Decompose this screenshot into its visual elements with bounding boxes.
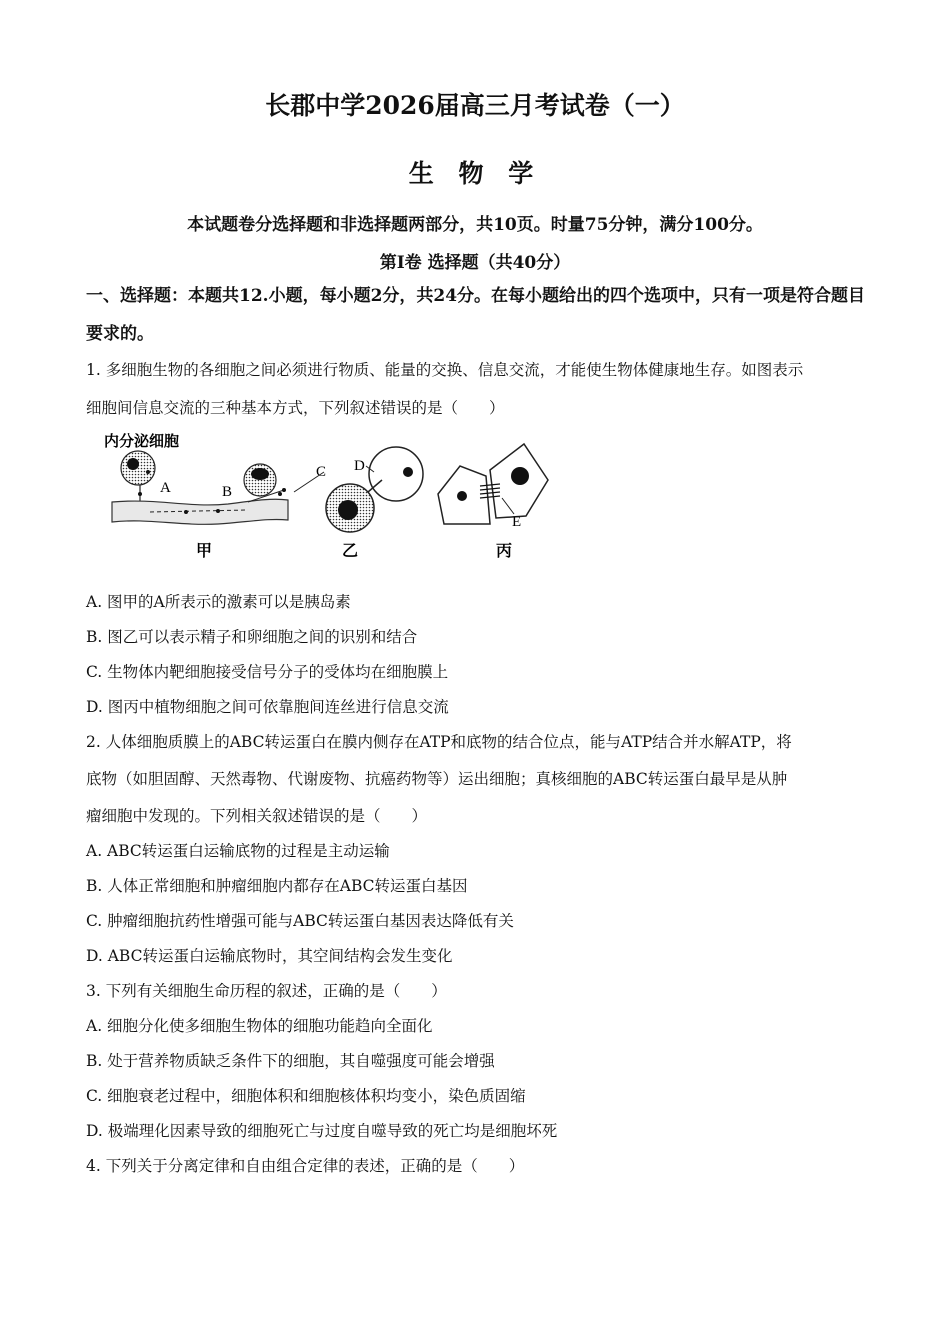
- subject-title: 生 物 学: [408, 159, 542, 188]
- question-3-option-a: A. 细胞分化使多细胞生物体的细胞功能趋向全面化: [86, 1017, 433, 1035]
- question-1-option-c: C. 生物体内靶细胞接受信号分子的受体均在细胞膜上: [86, 663, 449, 681]
- exam-intro: 本试题卷分选择题和非选择题两部分，共10页。时量75分钟，满分100分。: [187, 215, 763, 235]
- cell-communication-figure: [98, 428, 558, 568]
- section-heading: 一、选择题：本题共12.小题，每小题2分，共24分。在每小题给出的四个选项中，只有一项是符合题目要求的。: [86, 286, 866, 344]
- question-1-option-d: D. 图丙中植物细胞之间可依靠胞间连丝进行信息交流: [86, 698, 449, 716]
- question-2-option-c: C. 肿瘤细胞抗药性增强可能与ABC转运蛋白基因表达降低有关: [86, 912, 514, 930]
- question-1-stem-line-2: 细胞间信息交流的三种基本方式，下列叙述错误的是（ ）: [86, 399, 505, 417]
- blood-vessel: [112, 499, 288, 524]
- question-3-stem: 3. 下列有关细胞生命历程的叙述，正确的是（ ）: [86, 982, 447, 1000]
- panel-label-bing: 丙: [496, 541, 513, 560]
- question-3-option-d: D. 极端理化因素导致的细胞死亡与过度自噬导致的死亡均是细胞坏死: [86, 1122, 558, 1140]
- exam-title: 长郡中学2026届高三月考试卷（一）: [265, 91, 685, 120]
- signal-cell-d: [369, 447, 423, 501]
- panel-jia-diagram: [112, 451, 288, 524]
- part-heading: 第Ⅰ卷 选择题（共40分）: [379, 253, 571, 273]
- label-a: A: [160, 480, 171, 496]
- label-e: E: [512, 514, 522, 530]
- question-2-stem-line-3: 瘤细胞中发现的。下列相关叙述错误的是（ ）: [86, 807, 428, 825]
- endocrine-cell: [121, 451, 155, 485]
- question-2-stem-line-1: 2. 人体细胞质膜上的ABC转运蛋白在膜内侧存在ATP和底物的结合位点，能与ATP结合并水解ATP，将: [86, 733, 792, 751]
- question-3-option-b: B. 处于营养物质缺乏条件下的细胞，其自噬强度可能会增强: [86, 1052, 495, 1070]
- question-2-option-a: A. ABC转运蛋白运输底物的过程是主动运输: [86, 842, 390, 860]
- question-2-option-d: D. ABC转运蛋白运输底物时，其空间结构会发生变化: [86, 947, 453, 965]
- label-b: B: [222, 484, 233, 500]
- panel-label-yi: 乙: [342, 541, 359, 560]
- label-c: C: [316, 464, 327, 480]
- question-1-stem-line-1: 1. 多细胞生物的各细胞之间必须进行物质、能量的交换、信息交流，才能使生物体健康地生存。如图表示: [86, 361, 804, 379]
- figure-caption-endocrine: 内分泌细胞: [104, 433, 180, 450]
- question-3-option-c: C. 细胞衰老过程中，细胞体积和细胞核体积均变小，染色质固缩: [86, 1087, 526, 1105]
- question-4-stem: 4. 下列关于分离定律和自由组合定律的表述，正确的是（ ）: [86, 1157, 525, 1175]
- panel-bing-diagram: [438, 444, 548, 524]
- panel-label-jia: 甲: [196, 541, 213, 560]
- question-1-option-b: B. 图乙可以表示精子和卵细胞之间的识别和结合: [86, 628, 418, 646]
- question-2-option-b: B. 人体正常细胞和肿瘤细胞内都存在ABC转运蛋白基因: [86, 877, 468, 895]
- label-d: D: [354, 458, 365, 474]
- question-2-stem-line-2: 底物（如胆固醇、天然毒物、代谢废物、抗癌药物等）运出细胞；真核细胞的ABC转运蛋白最早是从肿: [86, 770, 788, 788]
- question-1-option-a: A. 图甲的A所表示的激素可以是胰岛素: [86, 593, 351, 611]
